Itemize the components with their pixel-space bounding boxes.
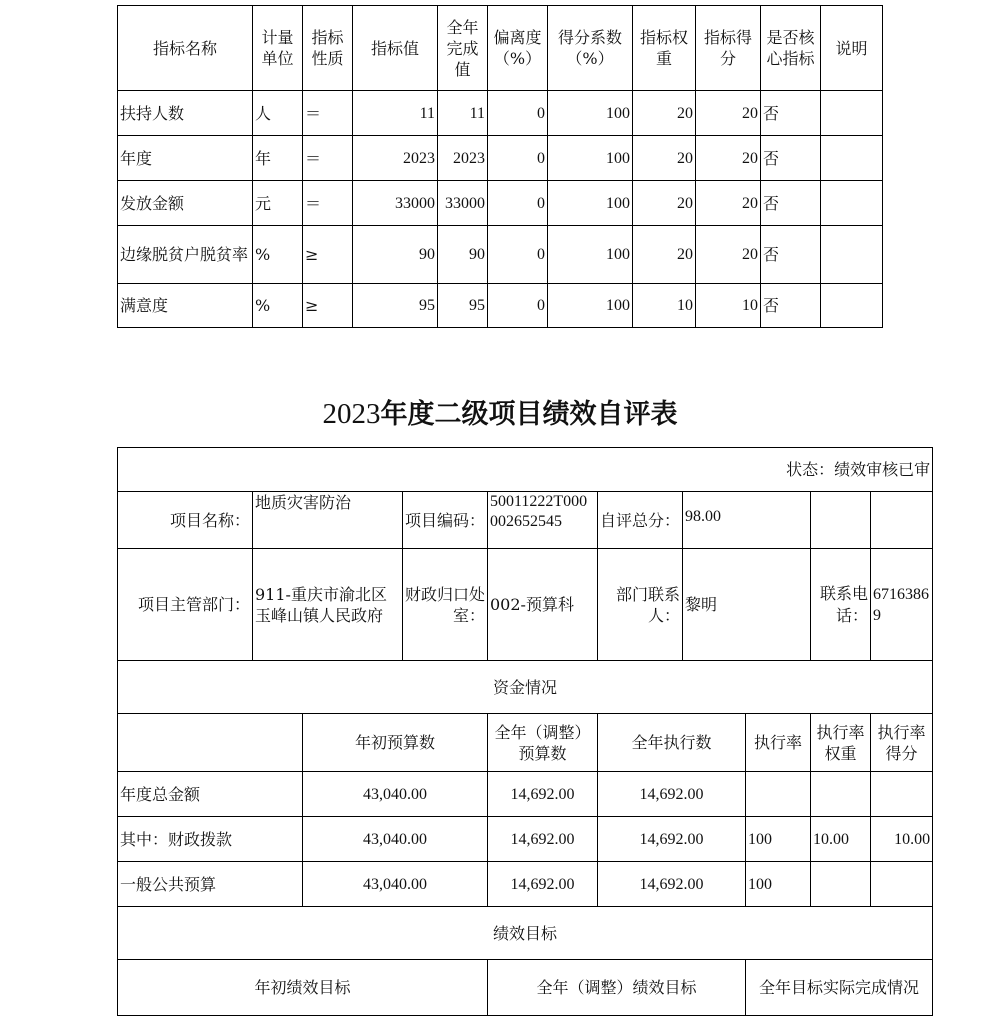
indicator-deviation: 0 bbox=[488, 284, 548, 328]
indicator-name: 满意度 bbox=[118, 284, 253, 328]
indicator-value: 95 bbox=[353, 284, 438, 328]
dept-label: 项目主管部门： bbox=[118, 549, 253, 661]
project-name-label: 项目名称： bbox=[118, 492, 253, 549]
table-row bbox=[118, 284, 883, 328]
header-weight: 指标权重 bbox=[633, 6, 696, 91]
finance-office-label: 财政归口处室： bbox=[403, 549, 488, 661]
funds-row-label: 年度总金额 bbox=[118, 772, 303, 817]
table-row bbox=[118, 136, 883, 181]
funds-rate-score bbox=[871, 772, 933, 817]
indicator-actual: 2023 bbox=[438, 136, 488, 181]
status-text: 状态：绩效审核已审 bbox=[118, 448, 933, 492]
self-score-value: 98.00 bbox=[683, 492, 811, 549]
indicator-core: 否 bbox=[761, 284, 821, 328]
indicator-nature: ＝ bbox=[303, 91, 353, 136]
goals-header-row bbox=[118, 960, 933, 1016]
indicator-value: 2023 bbox=[353, 136, 438, 181]
phone-value: 67163869 bbox=[871, 549, 933, 661]
indicator-score: 10 bbox=[696, 284, 761, 328]
funds-initial: 43,040.00 bbox=[303, 817, 488, 862]
indicator-actual: 33000 bbox=[438, 181, 488, 226]
indicator-name: 发放金额 bbox=[118, 181, 253, 226]
funds-rate-weight bbox=[811, 862, 871, 907]
indicator-coef: 100 bbox=[548, 136, 633, 181]
indicator-note bbox=[821, 136, 883, 181]
department-row bbox=[118, 549, 933, 661]
indicator-table bbox=[117, 5, 883, 328]
status-row bbox=[118, 448, 933, 492]
indicator-nature: ＝ bbox=[303, 181, 353, 226]
funds-rate-score: 10.00 bbox=[871, 817, 933, 862]
indicator-weight: 20 bbox=[633, 181, 696, 226]
funds-header-rate: 执行率 bbox=[746, 714, 811, 772]
funds-row-label: 一般公共预算 bbox=[118, 862, 303, 907]
indicator-core: 否 bbox=[761, 136, 821, 181]
finance-office-value: 002-预算科 bbox=[488, 549, 598, 661]
funds-executed: 14,692.00 bbox=[598, 817, 746, 862]
contact-value: 黎明 bbox=[683, 549, 811, 661]
indicator-value: 11 bbox=[353, 91, 438, 136]
indicator-nature: ＝ bbox=[303, 136, 353, 181]
indicator-unit: 年 bbox=[253, 136, 303, 181]
indicator-name: 扶持人数 bbox=[118, 91, 253, 136]
indicator-note bbox=[821, 91, 883, 136]
indicator-note bbox=[821, 181, 883, 226]
phone-label: 联系电话： bbox=[811, 549, 871, 661]
funds-adjusted: 14,692.00 bbox=[488, 817, 598, 862]
indicator-header-row bbox=[118, 6, 883, 91]
funds-header-adjusted: 全年（调整）预算数 bbox=[488, 714, 598, 772]
goals-section-row bbox=[118, 907, 933, 960]
indicator-weight: 20 bbox=[633, 226, 696, 284]
indicator-score: 20 bbox=[696, 181, 761, 226]
indicator-nature: ≥ bbox=[303, 284, 353, 328]
table-row bbox=[118, 772, 933, 817]
indicator-actual: 11 bbox=[438, 91, 488, 136]
indicator-name: 年度 bbox=[118, 136, 253, 181]
header-coef: 得分系数（%） bbox=[548, 6, 633, 91]
indicator-coef: 100 bbox=[548, 181, 633, 226]
funds-initial: 43,040.00 bbox=[303, 772, 488, 817]
indicator-unit: % bbox=[253, 226, 303, 284]
project-code-label: 项目编码： bbox=[403, 492, 488, 549]
indicator-score: 20 bbox=[696, 91, 761, 136]
goals-title: 绩效目标 bbox=[118, 907, 933, 960]
goals-header-actual: 全年目标实际完成情况 bbox=[746, 960, 933, 1016]
indicator-coef: 100 bbox=[548, 226, 633, 284]
table-row bbox=[118, 817, 933, 862]
header-score: 指标得分 bbox=[696, 6, 761, 91]
goals-header-initial: 年初绩效目标 bbox=[118, 960, 488, 1016]
goals-header-adjusted: 全年（调整）绩效目标 bbox=[488, 960, 746, 1016]
indicator-actual: 90 bbox=[438, 226, 488, 284]
funds-section-row bbox=[118, 661, 933, 714]
indicator-unit: 人 bbox=[253, 91, 303, 136]
indicator-nature: ≥ bbox=[303, 226, 353, 284]
funds-header-row bbox=[118, 714, 933, 772]
funds-adjusted: 14,692.00 bbox=[488, 772, 598, 817]
funds-rate-weight: 10.00 bbox=[811, 817, 871, 862]
table-row bbox=[118, 862, 933, 907]
indicator-weight: 10 bbox=[633, 284, 696, 328]
header-unit: 计量单位 bbox=[253, 6, 303, 91]
indicator-actual: 95 bbox=[438, 284, 488, 328]
indicator-score: 20 bbox=[696, 136, 761, 181]
indicator-score: 20 bbox=[696, 226, 761, 284]
page-title bbox=[0, 392, 1000, 431]
title-text: 年度二级项目绩效自评表 bbox=[380, 399, 678, 430]
indicator-core: 否 bbox=[761, 181, 821, 226]
indicator-name: 边缘脱贫户脱贫率 bbox=[118, 226, 253, 284]
funds-header-rate-weight: 执行率权重 bbox=[811, 714, 871, 772]
dept-value: 911-重庆市渝北区玉峰山镇人民政府 bbox=[253, 549, 403, 661]
funds-adjusted: 14,692.00 bbox=[488, 862, 598, 907]
funds-rate: 100 bbox=[746, 862, 811, 907]
indicator-deviation: 0 bbox=[488, 226, 548, 284]
table-row bbox=[118, 226, 883, 284]
funds-header-rate-score: 执行率得分 bbox=[871, 714, 933, 772]
table-row bbox=[118, 181, 883, 226]
funds-executed: 14,692.00 bbox=[598, 862, 746, 907]
funds-rate-score bbox=[871, 862, 933, 907]
indicator-weight: 20 bbox=[633, 91, 696, 136]
header-deviation: 偏离度（%） bbox=[488, 6, 548, 91]
funds-header-initial: 年初预算数 bbox=[303, 714, 488, 772]
evaluation-table bbox=[117, 447, 933, 1016]
funds-header-executed: 全年执行数 bbox=[598, 714, 746, 772]
indicator-value: 33000 bbox=[353, 181, 438, 226]
funds-row-label: 其中：财政拨款 bbox=[118, 817, 303, 862]
funds-initial: 43,040.00 bbox=[303, 862, 488, 907]
header-note: 说明 bbox=[821, 6, 883, 91]
header-core: 是否核心指标 bbox=[761, 6, 821, 91]
header-indicator-name: 指标名称 bbox=[118, 6, 253, 91]
indicator-core: 否 bbox=[761, 91, 821, 136]
funds-title: 资金情况 bbox=[118, 661, 933, 714]
indicator-coef: 100 bbox=[548, 91, 633, 136]
indicator-weight: 20 bbox=[633, 136, 696, 181]
title-year: 2023 bbox=[322, 398, 381, 430]
indicator-note bbox=[821, 226, 883, 284]
header-actual: 全年完成值 bbox=[438, 6, 488, 91]
indicator-note bbox=[821, 284, 883, 328]
header-value: 指标值 bbox=[353, 6, 438, 91]
indicator-deviation: 0 bbox=[488, 136, 548, 181]
indicator-unit: % bbox=[253, 284, 303, 328]
indicator-unit: 元 bbox=[253, 181, 303, 226]
project-name-value: 地质灾害防治 bbox=[253, 492, 403, 549]
self-score-label: 自评总分： bbox=[598, 492, 683, 549]
funds-rate: 100 bbox=[746, 817, 811, 862]
empty-cell bbox=[811, 492, 871, 549]
funds-rate-weight bbox=[811, 772, 871, 817]
indicator-coef: 100 bbox=[548, 284, 633, 328]
funds-executed: 14,692.00 bbox=[598, 772, 746, 817]
indicator-deviation: 0 bbox=[488, 181, 548, 226]
funds-rate bbox=[746, 772, 811, 817]
header-nature: 指标性质 bbox=[303, 6, 353, 91]
indicator-core: 否 bbox=[761, 226, 821, 284]
funds-header-blank bbox=[118, 714, 303, 772]
contact-label: 部门联系人： bbox=[598, 549, 683, 661]
project-code-value: 50011222T000002652545 bbox=[488, 492, 598, 549]
indicator-value: 90 bbox=[353, 226, 438, 284]
table-row bbox=[118, 91, 883, 136]
empty-cell bbox=[871, 492, 933, 549]
project-info-row bbox=[118, 492, 933, 549]
indicator-deviation: 0 bbox=[488, 91, 548, 136]
